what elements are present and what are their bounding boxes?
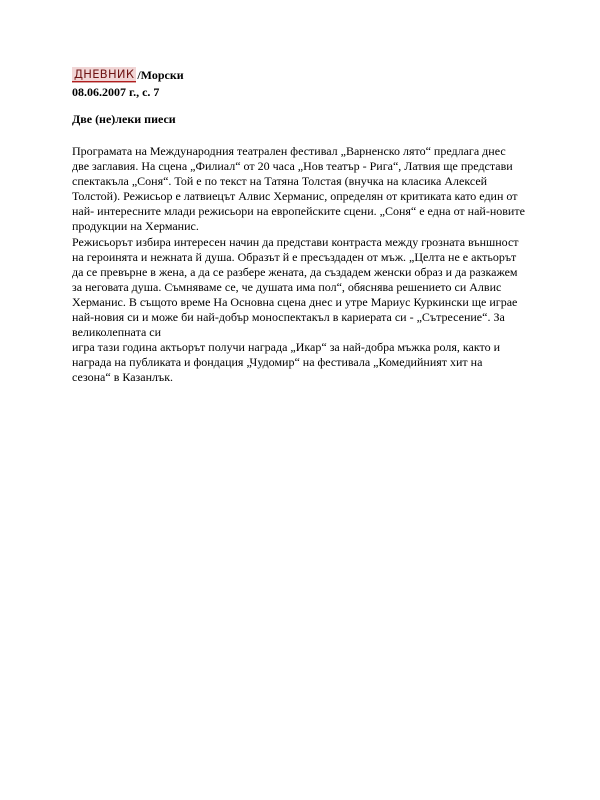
body-line: игра тази година актьорът получи награда „Икар“ за най-добра мъжка роля, както и: [72, 340, 501, 355]
body-line: Херманис. В същото време На Основна сцена днес и утре Мариус Куркински ще играе: [72, 294, 518, 309]
article-header: [72, 66, 532, 82]
body-line: най- интересните млади режисьори на европейските сцени. „Соня“ е една от най-новите: [72, 204, 525, 219]
body-line: Програмата на Международния театрален фестивал „Варненско лято“ предлага днес: [72, 144, 506, 158]
body-line: Толстой). Режисьор е латвиецът Алвис Херманис, определян от критиката като един от: [72, 189, 518, 204]
dnevnik-logo: ДНЕВНИК: [74, 67, 135, 81]
article-page: [72, 66, 532, 386]
body-line: Режисьорът избира интересен начин да представи контраста между грозната външност: [72, 234, 519, 249]
author-name: /Морски: [137, 68, 184, 82]
body-line: на героинята и нежната й душа. Образът й е пресъздаден от мъж. „Целта не е актьорът: [72, 249, 517, 264]
body-line: награда на публиката и фондация „Чудомир“ на фестивала „Комедийният хит на: [72, 355, 483, 370]
body-line: продукции на Херманис.: [72, 219, 199, 234]
article-body: [72, 144, 532, 386]
body-line: да се превърне в жена, а да се разбере жената, да създадем женски образ и да разкажем: [72, 264, 518, 279]
publication-date: 08.06.2007 г., с. 7: [72, 85, 160, 99]
body-line: за неговата душа. Съмняваме се, че душата има пол“, обяснява решението си Алвис: [72, 279, 502, 294]
body-line: сезона“ в Казанлък.: [72, 370, 174, 385]
body-line: две заглавия. На сцена „Филиал“ от 20 часа „Нов театър - Рига“, Латвия ще представи: [72, 159, 513, 174]
article-title: Две (не)леки пиеси: [72, 112, 176, 126]
body-line: великолепната си: [72, 325, 162, 340]
body-line: най-новия си и може би най-добър моноспектакъл в кариерата си - „Сътресение“. За: [72, 310, 505, 325]
body-line: спектакъла „Соня“. Той е по текст на Татяна Толстая (внучка на класика Алексей: [72, 174, 488, 189]
